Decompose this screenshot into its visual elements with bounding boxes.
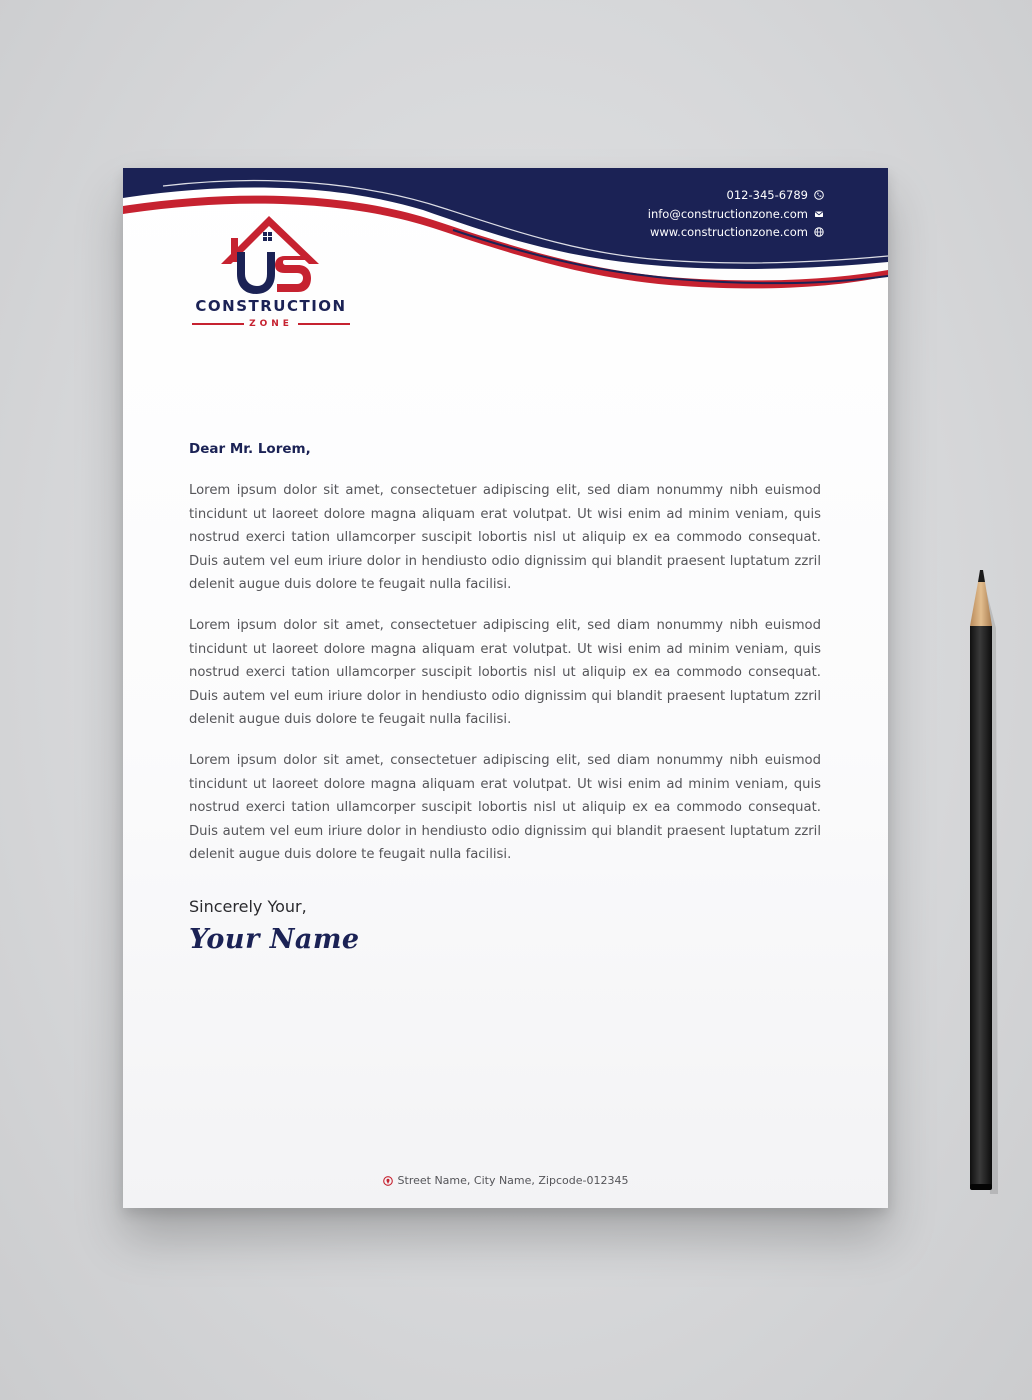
contact-block	[648, 186, 824, 242]
phone-text: 012-345-6789	[726, 188, 808, 202]
body-paragraph-1: Lorem ipsum dolor sit amet, consectetuer adipiscing elit, sed diam nonummy nibh euismod tincidunt ut laoreet dolore magna aliquam erat volutpat. Ut wisi enim ad minim veniam, quis nostrud exerci tation ullamcorper suscipit lobortis nisl ut aliquip ex ea commodo consequat. Duis autem vel eum iriure dolor in hendiusto odio dignissim qui blandit praesent luptatum zzril delenit augue duis dolore te feugait nulla facilisi.	[189, 483, 821, 593]
footer-address	[123, 1174, 888, 1187]
logo-rule-right	[298, 323, 350, 325]
salutation: Dear Mr. Lorem,	[189, 441, 311, 457]
logo-tagline: ZONE	[249, 319, 293, 329]
address-text: Street Name, City Name, Zipcode-012345	[397, 1174, 629, 1187]
letterhead-sheet	[123, 168, 888, 1208]
phone-icon	[814, 190, 824, 200]
logo-company-name: CONSTRUCTION	[195, 297, 347, 315]
company-logo	[185, 212, 357, 332]
contact-website	[648, 223, 824, 242]
letter-body	[189, 441, 821, 955]
globe-icon	[814, 227, 824, 237]
logo-rule-left	[192, 323, 244, 325]
body-paragraph-2: Lorem ipsum dolor sit amet, consectetuer adipiscing elit, sed diam nonummy nibh euismod tincidunt ut laoreet dolore magna aliquam erat volutpat. Ut wisi enim ad minim veniam, quis nostrud exerci tation ullamcorper suscipit lobortis nisl ut aliquip ex ea commodo consequat. Duis autem vel eum iriure dolor in hendiusto odio dignissim qui blandit praesent luptatum zzril delenit augue duis dolore te feugait nulla facilisi.	[189, 617, 821, 728]
closing-line: Sincerely Your,	[189, 896, 307, 916]
signature-name: Your Name	[189, 923, 360, 955]
website-text: www.constructionzone.com	[650, 225, 808, 239]
logo-house-mark	[185, 212, 357, 296]
contact-email	[648, 205, 824, 224]
email-text: info@constructionzone.com	[647, 206, 808, 221]
pencil-prop	[962, 568, 1002, 1198]
location-pin-icon	[383, 1176, 393, 1186]
logo-tagline-row	[185, 318, 357, 330]
contact-phone	[648, 186, 824, 205]
envelope-icon	[814, 209, 824, 219]
body-paragraph-3: Lorem ipsum dolor sit amet, consectetuer adipiscing elit, sed diam nonummy nibh euismod tincidunt ut laoreet dolore magna aliquam erat volutpat. Ut wisi enim ad minim veniam, quis nostrud exerci tation ullamcorper suscipit lobortis nisl ut aliquip ex ea commodo consequat. Duis autem vel eum iriure dolor in hendiusto odio dignissim qui blandit praesent luptatum zzril delenit augue duis dolore te feugait nulla facilisi.	[189, 752, 821, 863]
